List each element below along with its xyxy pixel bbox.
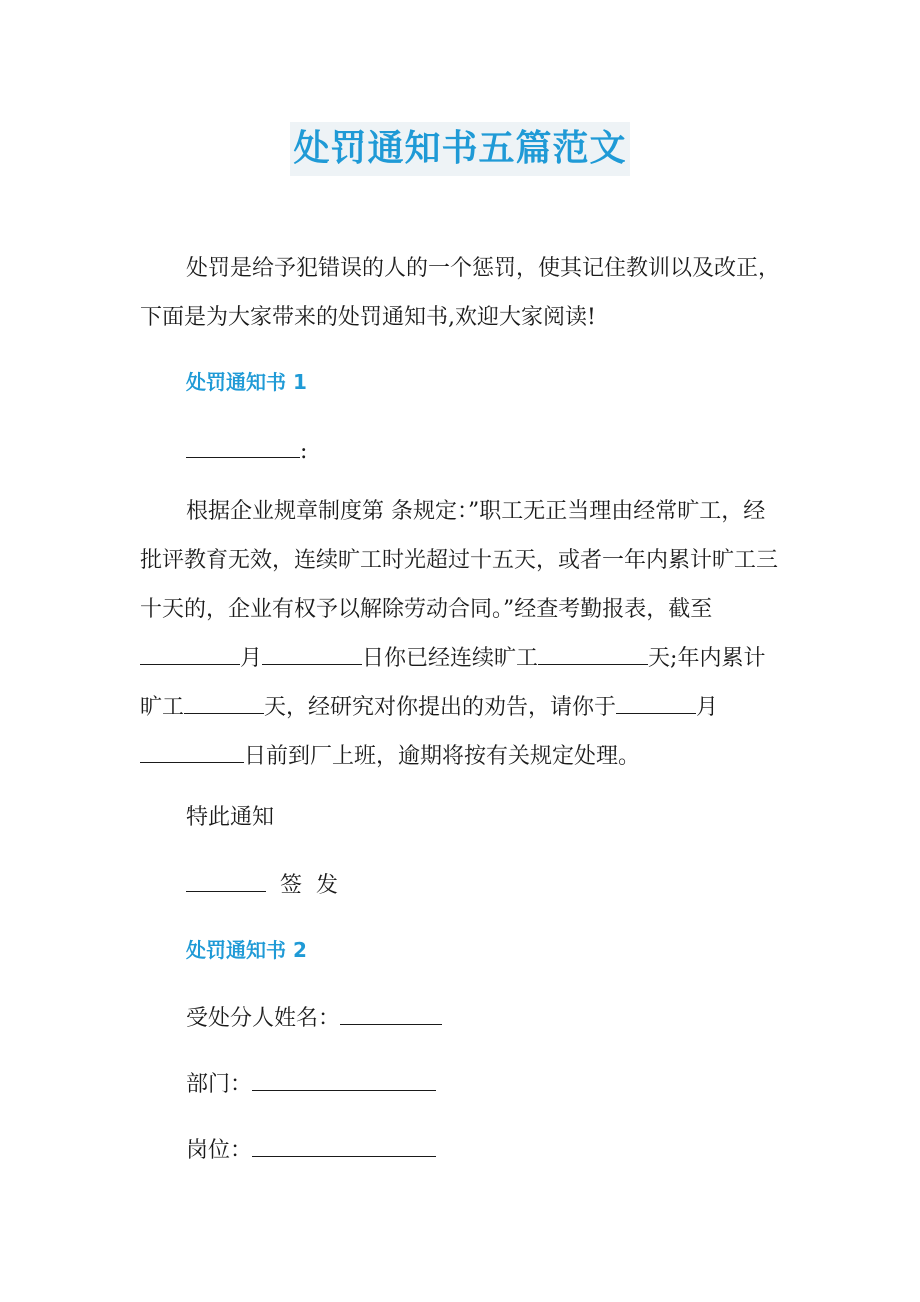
post-label: 岗位： <box>186 1138 253 1163</box>
signature-blank <box>186 869 266 892</box>
body-tail: 日前到厂上班，逾期将按有关规定处理。 <box>244 744 641 769</box>
days-blank-1 <box>538 642 648 665</box>
notice1-body <box>140 487 780 781</box>
day-blank-1 <box>262 642 362 665</box>
body-days-year: 天;年内累计旷工 <box>140 646 766 720</box>
notice2-heading: 处罚通知书 2 <box>186 938 307 962</box>
dept-label: 部门： <box>186 1072 253 1097</box>
addressee-colon: : <box>300 439 308 464</box>
post-blank <box>252 1134 436 1157</box>
dept-blank <box>252 1068 436 1091</box>
intro-paragraph: 处罚是给予犯错误的人的一个惩罚，使其记住教训以及改正，下面是为大家带来的处罚通知书,欢迎大家阅读! <box>140 256 781 330</box>
sign-label-1: 签 <box>280 873 303 898</box>
document-title: 处罚通知书五篇范文 <box>290 122 629 176</box>
notice1-heading: 处罚通知书 1 <box>186 370 307 394</box>
notice2-name-row <box>186 1002 442 1034</box>
body-days-2: 天，经研究对你提出的劝告，请你于 <box>264 695 617 720</box>
name-label: 受处分人姓名： <box>186 1006 341 1031</box>
body-month-2: 月 <box>696 695 719 720</box>
notice1-signature <box>186 869 338 901</box>
day-blank-2 <box>140 740 244 763</box>
month-blank-2 <box>616 691 696 714</box>
notice2-post-row <box>186 1134 436 1166</box>
name-blank <box>340 1002 442 1025</box>
body-text-1: 根据企业规章制度第 条规定：”职工无正当理由经常旷工，经批评教育无效，连续旷工时光超过十五天，或者一年内累计旷工三十天的，企业有权予以解除劳动合同。”经查考勤报表，截至 <box>140 499 779 622</box>
notice2-dept-row <box>186 1068 436 1100</box>
days-blank-2 <box>184 691 264 714</box>
sign-label-2: 发 <box>316 873 339 898</box>
month-blank-1 <box>140 642 240 665</box>
body-day-1: 日你已经连续旷工 <box>362 646 539 671</box>
addressee-blank <box>186 435 300 458</box>
body-month-1: 月 <box>240 646 263 671</box>
title-wrap <box>0 122 920 176</box>
notice1-addressee <box>186 435 307 467</box>
notice1-closing: 特此通知 <box>186 805 275 830</box>
